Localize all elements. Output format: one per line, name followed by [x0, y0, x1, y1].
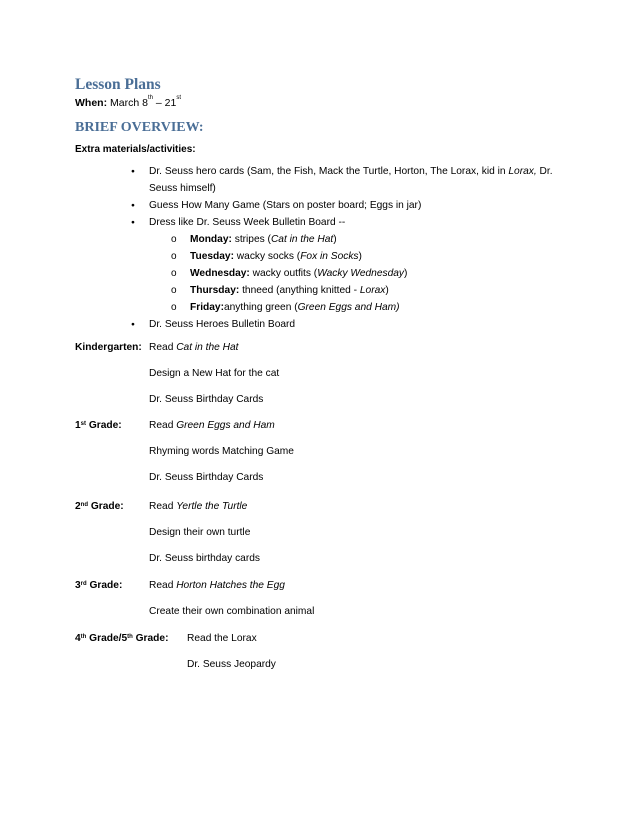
day-text: thneed (anything knitted -: [239, 285, 360, 296]
day-label: Wednesday:: [190, 268, 250, 279]
book-title: Cat in the Hat: [176, 342, 239, 353]
materials-list: [131, 163, 571, 333]
grade-activities: [149, 341, 279, 419]
list-item: ● Dr. Seuss Heroes Bulletin Board: [131, 316, 571, 333]
grade-suffix: st: [80, 421, 87, 427]
grade-activities: [149, 579, 314, 631]
extra-materials-heading: Extra materials/activities:: [75, 144, 196, 155]
grade-word: Grade:: [132, 633, 169, 644]
hero-cards-text: Dr. Seuss hero cards (Sam, the Fish, Mack the Turtle, Horton, The Lorax, kid in: [149, 166, 509, 177]
grade-label: Kindergarten:: [75, 342, 142, 353]
hero-cards-text-end: Dr. Seuss himself): [149, 166, 553, 194]
grade-number: 2: [75, 501, 81, 512]
grade-label: [75, 500, 124, 514]
activity-item: Dr. Seuss Jeopardy: [187, 659, 276, 670]
activity-item: [149, 579, 314, 605]
when-start: March 8: [110, 97, 148, 109]
book-title: Yertle the Turtle: [176, 501, 248, 512]
grade-word: Grade/5: [86, 633, 128, 644]
when-sup-start: th: [147, 95, 153, 101]
grade-activities: [149, 419, 294, 497]
read-text: Read: [149, 342, 177, 353]
grade-suffix: th: [127, 634, 133, 640]
grade-suffix: th: [80, 634, 87, 640]
grade-number: 1: [75, 420, 81, 431]
day-item-friday: [171, 299, 571, 316]
read-text: Read: [149, 501, 177, 512]
day-label: Monday:: [190, 234, 232, 245]
day-italic: Lorax: [359, 285, 386, 296]
grade-word: Grade:: [86, 420, 122, 431]
activity-item: Design their own turtle: [149, 527, 251, 538]
day-item-tuesday: [171, 248, 571, 265]
overview-heading: BRIEF OVERVIEW:: [75, 120, 204, 135]
activity-item: Design a New Hat for the cat: [149, 368, 280, 379]
day-text: stripes (: [231, 234, 271, 245]
day-italic: Green Eggs and Ham): [297, 302, 400, 313]
activity-item: Create their own combination animal: [149, 606, 315, 617]
day-text: wacky outfits (: [249, 268, 318, 279]
activity-item: Dr. Seuss birthday cards: [149, 553, 260, 564]
day-label: Friday:: [190, 302, 224, 313]
grade-word: Grade:: [88, 501, 124, 512]
grade-number: 4: [75, 633, 81, 644]
book-title: Green Eggs and Ham: [176, 420, 275, 431]
day-label: Thursday:: [190, 285, 240, 296]
grade-activities: [187, 632, 276, 684]
day-label: Tuesday:: [190, 251, 234, 262]
day-text-end: ): [358, 251, 362, 262]
grade-number: 3: [75, 580, 81, 591]
activity-item: Dr. Seuss Birthday Cards: [149, 394, 264, 405]
grade-label: [75, 632, 168, 646]
grade-suffix: nd: [80, 502, 89, 508]
day-italic: Cat in the Hat: [270, 234, 334, 245]
read-text: Read: [149, 580, 177, 591]
activity-item: [149, 500, 260, 526]
day-text-end: ): [404, 268, 408, 279]
when-label: When:: [75, 97, 108, 109]
grade-word: Grade:: [86, 580, 123, 591]
list-item: ● Guess How Many Game (Stars on poster board; Eggs in jar): [131, 197, 571, 214]
grade-label: [75, 419, 122, 433]
activity-item: Read the Lorax: [187, 633, 257, 644]
day-text: wacky socks (: [233, 251, 301, 262]
day-list: [149, 231, 571, 316]
when-line: [75, 97, 181, 109]
grade-suffix: rd: [80, 581, 87, 587]
book-title: Horton Hatches the Egg: [176, 580, 285, 591]
day-item-monday: [171, 231, 571, 248]
grade-label: [75, 579, 122, 593]
hero-cards-italic: Lorax,: [508, 166, 537, 177]
read-text: Read: [149, 420, 177, 431]
when-sup-end: st: [176, 95, 181, 101]
activity-item: Dr. Seuss Birthday Cards: [149, 472, 264, 483]
dress-like-text: Dress like Dr. Seuss Week Bulletin Board --: [149, 217, 346, 228]
day-text-end: ): [333, 234, 337, 245]
list-item: [131, 163, 571, 197]
activity-item: [149, 341, 279, 367]
when-end: – 21: [152, 97, 177, 109]
list-item: [131, 214, 571, 316]
activity-item: [149, 419, 294, 445]
day-text-end: ): [385, 285, 389, 296]
day-italic: Fox in Socks: [300, 251, 359, 262]
day-item-wednesday: [171, 265, 571, 282]
activity-item: Rhyming words Matching Game: [149, 446, 294, 457]
day-italic: Wacky Wednesday: [317, 268, 405, 279]
grade-activities: [149, 500, 260, 578]
page-title: Lesson Plans: [75, 76, 161, 93]
day-item-thursday: [171, 282, 571, 299]
day-text: anything green (: [223, 302, 298, 313]
